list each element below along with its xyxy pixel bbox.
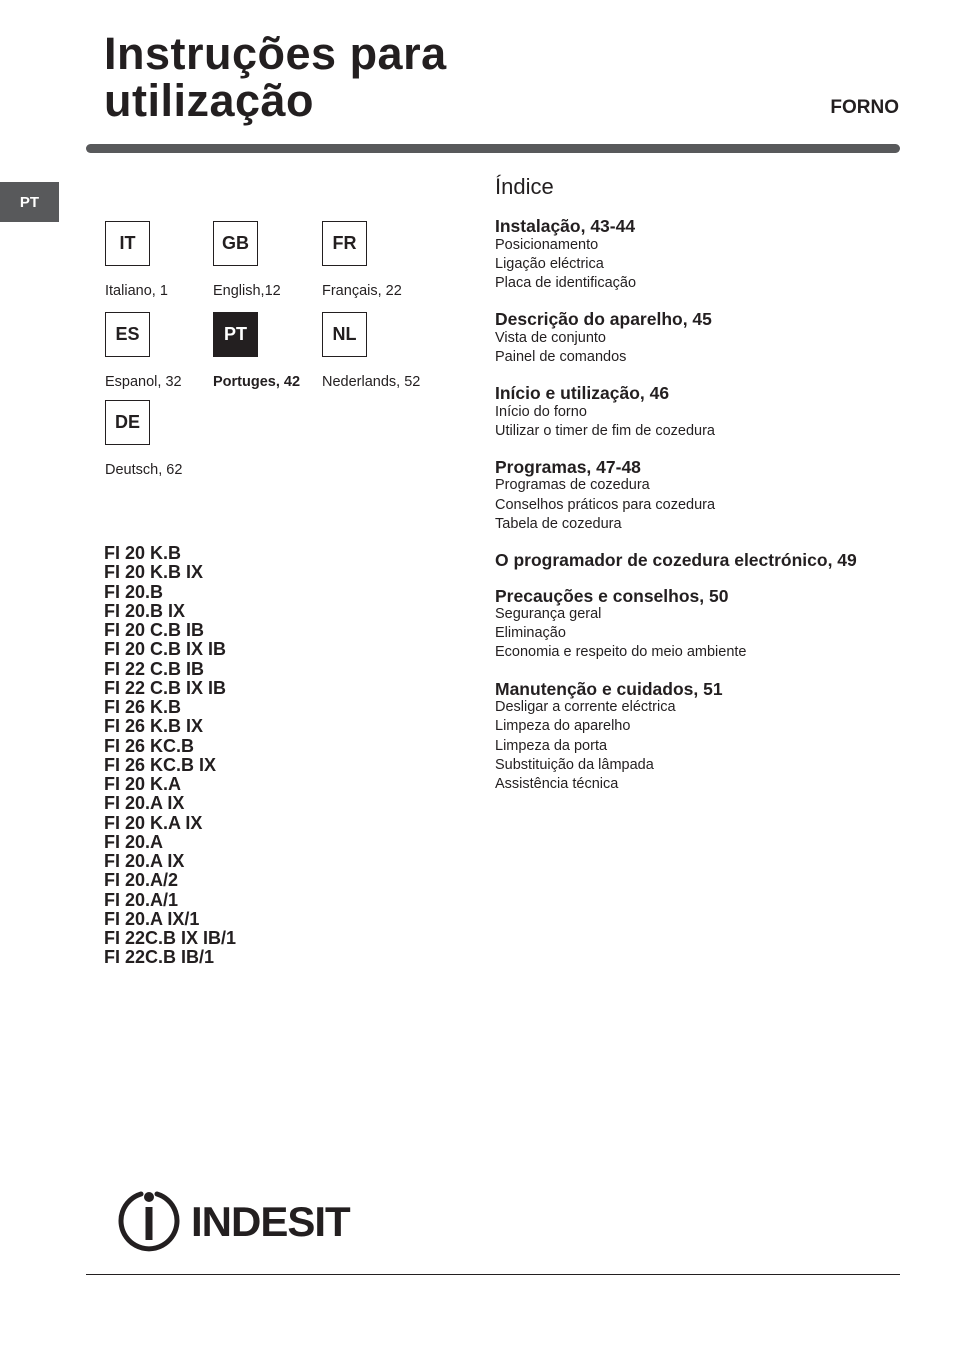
model-item: FI 26 KC.B IX [104,754,217,775]
page-title [104,30,447,124]
toc-heading[interactable]: O programador de cozedura electrónico, 49 [495,550,857,571]
language-code-box: DE [105,400,150,445]
model-item: FI 20 K.B IX [104,562,204,583]
language-pt[interactable] [213,312,323,390]
toc-item[interactable]: Início do forno [495,403,587,420]
model-item: FI 20.A IX [104,793,185,814]
toc-section-description [495,310,895,367]
indesit-logo [117,1186,352,1252]
language-code-box: ES [105,312,150,357]
model-item: FI 20.A [104,831,164,852]
language-nl[interactable] [322,312,432,390]
model-item: FI 22 C.B IB [104,658,205,679]
language-label: Nederlands, 52 [322,374,421,390]
toc-item[interactable]: Limpeza do aparelho [495,718,631,735]
toc-item[interactable]: Desligar a corrente eléctrica [495,699,676,716]
model-item: FI 20 K.A IX [104,812,203,833]
toc-section-installation [495,217,895,293]
language-label: English,12 [213,283,281,299]
toc-section-precautions [495,587,895,663]
model-item: FI 22 C.B IX IB [104,677,227,698]
model-item: FI 20 C.B IX IB [104,639,227,660]
toc-item[interactable]: Programas de cozedura [495,477,650,494]
language-code-box: FR [322,221,367,266]
toc-heading[interactable]: Início e utilização, 46 [495,383,670,404]
toc-item[interactable]: Ligação eléctrica [495,255,604,272]
model-item: FI 20.B [104,581,164,602]
model-item: FI 22C.B IB/1 [104,947,215,968]
language-it[interactable] [105,221,215,299]
language-label: Deutsch, 62 [105,462,183,478]
language-fr[interactable] [322,221,432,299]
language-code-box: PT [213,312,258,357]
toc-item[interactable]: Vista de conjunto [495,329,606,346]
toc-heading[interactable]: Descrição do aparelho, 45 [495,309,712,330]
language-de[interactable] [105,400,215,478]
model-item: FI 20.A IX/1 [104,908,200,929]
language-label: Italiano, 1 [105,283,168,299]
toc-item[interactable]: Segurança geral [495,606,602,623]
title-line-1: Instruções para [104,28,447,79]
language-label: Espanol, 32 [105,374,182,390]
toc-item[interactable]: Conselhos práticos para cozedura [495,496,716,513]
language-gb[interactable] [213,221,323,299]
toc-section-start-use [495,384,895,441]
language-label: Portuges, 42 [213,374,301,390]
logo-wordmark: INDESIT [191,1198,350,1245]
toc-item[interactable]: Substituição da lâmpada [495,756,654,773]
model-list [104,544,236,968]
model-item: FI 22C.B IX IB/1 [104,928,237,948]
toc-item[interactable]: Utilizar o timer de fim de cozedura [495,422,715,439]
toc-item[interactable]: Tabela de cozedura [495,515,622,532]
toc-section-programs [495,458,895,534]
model-item: FI 20.A/2 [104,870,179,891]
model-item: FI 20.B IX [104,600,186,621]
title-line-2: utilização [104,75,315,126]
language-code-box: IT [105,221,150,266]
toc-section-programmer [495,551,895,570]
toc-item[interactable]: Posicionamento [495,236,599,253]
toc-section-maintenance [495,680,895,795]
table-of-contents [495,174,895,811]
toc-item[interactable]: Economia e respeito do meio ambiente [495,644,747,661]
toc-heading[interactable]: Programas, 47-48 [495,456,641,477]
toc-item[interactable]: Eliminação [495,625,566,642]
toc-title: Índice [495,174,554,199]
toc-heading[interactable]: Instalação, 43-44 [495,216,636,236]
language-label: Français, 22 [322,283,402,299]
model-item: FI 26 KC.B [104,735,195,756]
toc-heading[interactable]: Precauções e conselhos, 50 [495,585,729,606]
language-code-box: GB [213,221,258,266]
footer-divider [86,1274,900,1275]
model-item: FI 20.A/1 [104,889,179,910]
language-code-box: NL [322,312,367,357]
product-type: FORNO [830,97,899,118]
model-item: FI 20 C.B IB [104,620,205,640]
language-side-tab: PT [0,182,59,222]
toc-item[interactable]: Limpeza da porta [495,737,608,754]
toc-item[interactable]: Assistência técnica [495,775,619,792]
header-divider [86,144,900,153]
model-item: FI 20 K.A [104,774,182,794]
model-item: FI 26 K.B IX [104,716,204,737]
model-item: FI 26 K.B [104,697,182,717]
toc-item[interactable]: Painel de comandos [495,348,627,365]
model-item: FI 20 K.B [104,543,182,563]
model-item: FI 20.A IX [104,851,185,871]
language-es[interactable] [105,312,215,390]
toc-heading[interactable]: Manutenção e cuidados, 51 [495,678,723,699]
toc-item[interactable]: Placa de identificação [495,274,637,291]
